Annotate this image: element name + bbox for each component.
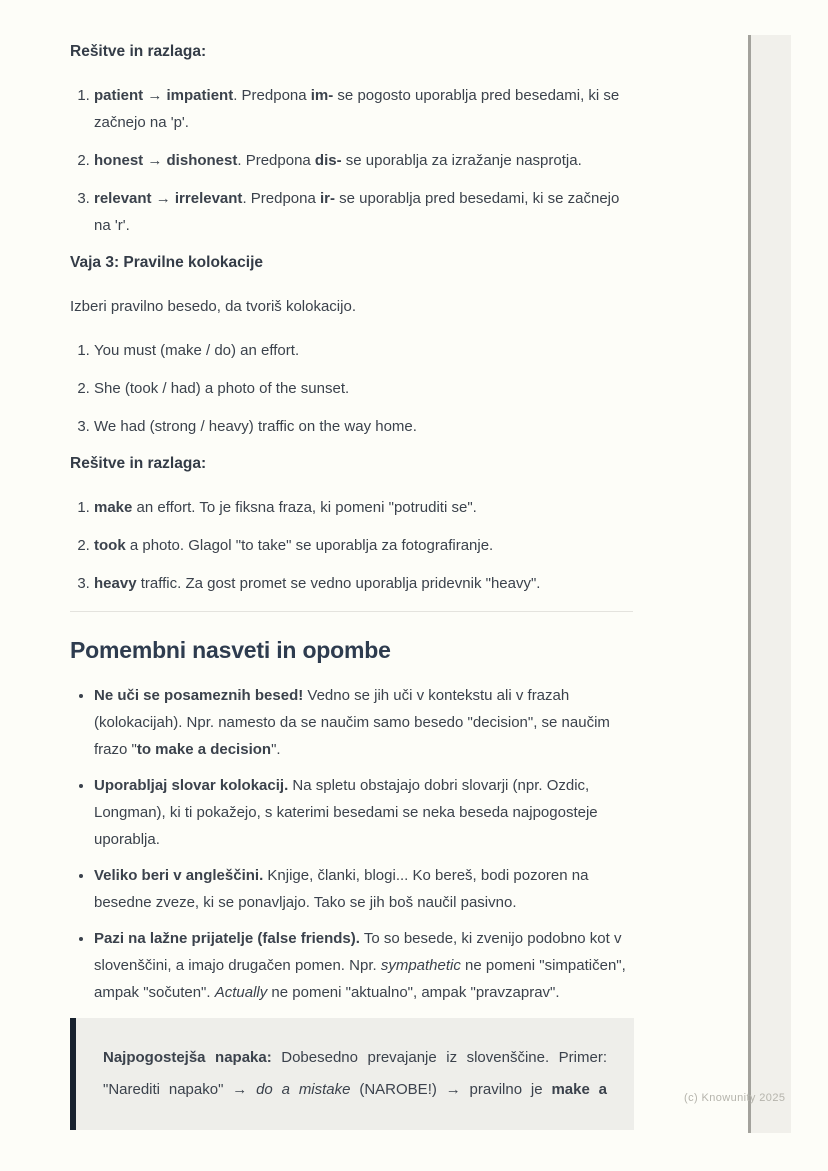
scrollbar[interactable] <box>748 35 791 1133</box>
list-item: 3. We had (strong / heavy) traffic on the way home. <box>94 413 633 440</box>
exercise-list <box>70 337 633 440</box>
list-item: 3. heavy traffic. Za gost promet se vedno uporablja pridevnik "heavy". <box>94 570 633 597</box>
exercise-intro: Izberi pravilno besedo, da tvoriš kolokacijo. <box>70 297 356 315</box>
list-item: 1. make an effort. To je fiksna fraza, ki pomeni "potruditi se". <box>94 494 633 521</box>
list-item: 2. She (took / had) a photo of the sunset. <box>94 375 633 402</box>
solutions-list-2 <box>70 494 633 597</box>
callout-box <box>70 1018 634 1130</box>
solutions-heading-2: Rešitve in razlaga: <box>70 454 207 472</box>
tips-heading: Pomembni nasveti in opombe <box>70 636 391 663</box>
list-item: 1. You must (make / do) an effort. <box>94 337 633 364</box>
list-item: • Uporabljaj slovar kolokacij. Na spletu obstajajo dobri slovarji (npr. Ozdic, Longman), ki ti pokažejo, s katerimi besedami se neka beseda najpogosteje uporablja. <box>94 772 633 853</box>
solutions-heading-1: Rešitve in razlaga: <box>70 43 207 60</box>
list-item: 2. took a photo. Glagol "to take" se uporablja za fotografiranje. <box>94 532 633 559</box>
list-item: 3. relevant → irrelevant. Predpona ir- se uporablja pred besedami, ki se začnejo na 'r'. <box>94 185 633 239</box>
section-divider <box>70 611 633 612</box>
list-item: • Pazi na lažne prijatelje (false friends). To so besede, ki zvenijo podobno kot v slovenščini, a imajo drugačen pomen. Npr. sympathetic ne pomeni "simpatičen", ampak "sočuten". Actually ne pomeni "aktualno", ampak "pravzaprav". <box>94 925 633 1006</box>
list-item: • Ne uči se posameznih besed! Vedno se jih uči v kontekstu ali v frazah (kolokacijah). Npr. namesto da se naučim samo besedo "decision", se naučim frazo "to make a decision". <box>94 682 633 763</box>
list-item: • Veliko beri v angleščini. Knjige, članki, blogi... Ko bereš, bodi pozoren na besedne zveze, ki se ponavljajo. Tako se jih boš naučil pasivno. <box>94 862 633 916</box>
list-item: 2. honest → dishonest. Predpona dis- se uporablja za izražanje nasprotja. <box>94 147 633 174</box>
tips-list <box>70 682 633 1006</box>
callout-line: "Narediti napako" → do a mistake (NAROBE!) → pravilno je make a <box>103 1080 608 1098</box>
exercise-heading: Vaja 3: Pravilne kolokacije <box>70 253 264 271</box>
list-item: 1. patient → impatient. Predpona im- se pogosto uporablja pred besedami, ki se začnejo na 'p'. <box>94 82 633 136</box>
document-body <box>70 42 633 1130</box>
callout-line: Najpogostejša napaka: Dobesedno prevajanje iz slovenščine. Primer: <box>103 1048 607 1066</box>
solutions-list-1 <box>70 82 633 239</box>
copyright-watermark: (c) Knowunity 2025 <box>684 1092 786 1104</box>
